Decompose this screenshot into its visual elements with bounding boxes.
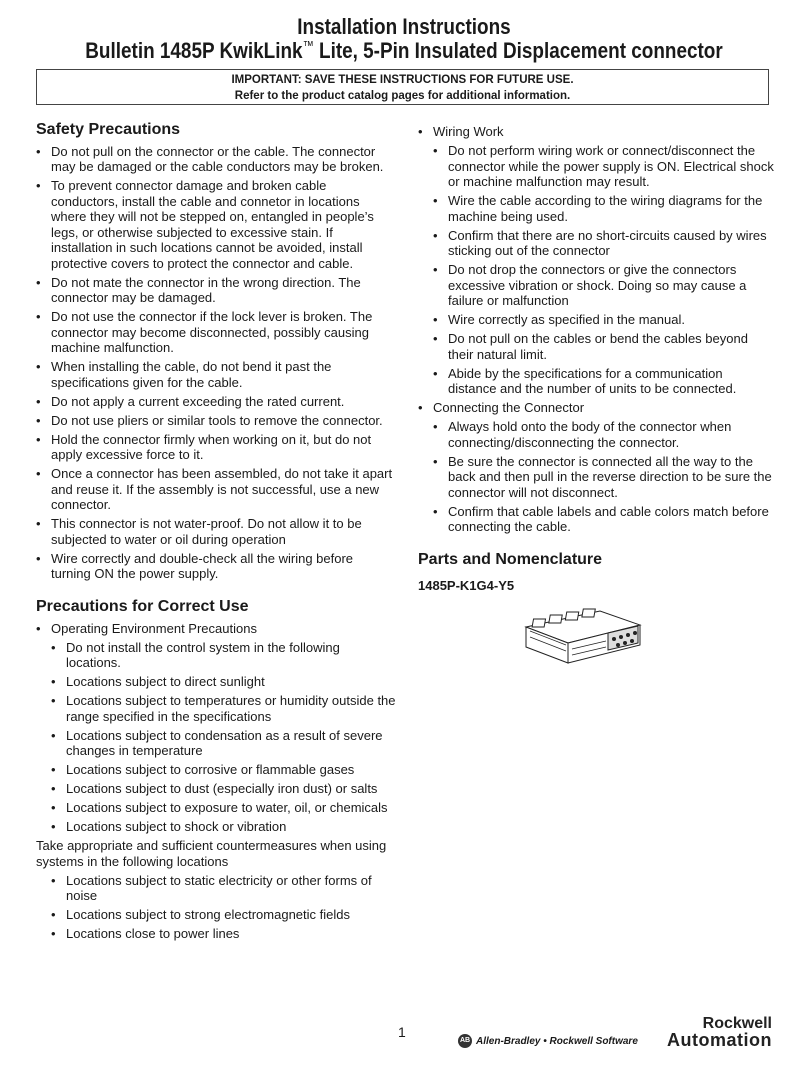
list-item: • Wire the cable according to the wiring diagrams for the machine being used.: [433, 193, 774, 224]
list-item: • Locations subject to corrosive or flammable gases: [51, 762, 396, 778]
part-number: 1485P-K1G4-Y5: [418, 577, 515, 593]
list-item: • Always hold onto the body of the connector when connecting/disconnecting the connector.: [433, 419, 774, 450]
safety-heading: Safety Precautions: [36, 121, 181, 138]
list-item: • Do not perform wiring work or connect/disconnect the connector while the power supply is ON. Electrical shock or machine malfunction may result.: [433, 143, 774, 190]
list-item: • Do not install the control system in the following locations.: [51, 640, 396, 671]
wiring-list: [418, 124, 774, 535]
trademark-symbol: ™: [302, 38, 314, 53]
countermeasures-list: [36, 873, 396, 942]
list-item: • Hold the connector firmly when working on it, but do not apply excessive force to it.: [36, 432, 396, 463]
list-item: • Abide by the specifications for a communication distance and the number of units to be connected.: [433, 366, 774, 397]
parts-heading: Parts and Nomenclature: [418, 551, 603, 568]
correct-use-heading: Precautions for Correct Use: [36, 598, 249, 615]
list-item: • Locations subject to exposure to water, oil, or chemicals: [51, 800, 396, 816]
notice-line-1: IMPORTANT: SAVE THESE INSTRUCTIONS FOR FUTURE USE.: [231, 74, 574, 86]
correct-use-list: [36, 621, 396, 835]
logo-line-1: Rockwell: [702, 1015, 772, 1032]
list-item: • Locations close to power lines: [51, 926, 396, 942]
list-item: • Locations subject to temperatures or humidity outside the range specified in the specifications: [51, 693, 396, 724]
right-column: [418, 124, 774, 605]
list-item: • Wire correctly as specified in the manual.: [433, 312, 774, 328]
connector-illustration: [520, 605, 646, 677]
list-item: • Confirm that there are no short-circuits caused by wires sticking out of the connector: [433, 228, 774, 259]
list-item: • Locations subject to dust (especially iron dust) or salts: [51, 781, 396, 797]
doc-subtitle: Bulletin 1485P KwikLink™ Lite, 5-Pin Insulated Displacement connector: [85, 38, 723, 63]
brand-line: [458, 1034, 638, 1048]
important-notice-box: [36, 69, 769, 105]
logo-line-2: Automation: [667, 1030, 772, 1050]
list-item: • Do not drop the connectors or give the connectors excessive vibration or shock. Doing so may cause a failure or malfunction: [433, 262, 774, 309]
list-item: • Locations subject to static electricity or other forms of noise: [51, 873, 396, 904]
list-item: • Wiring Work: [418, 124, 774, 140]
list-item: • Locations subject to condensation as a result of severe changes in temperature: [51, 728, 396, 759]
list-item: • Do not pull on the connector or the cable. The connector may be damaged or the cable conductors may be broken.: [36, 144, 396, 175]
list-item: • To prevent connector damage and broken cable conductors, install the cable and connetor in locations where they will not be stepped on, entangled in people’s legs, or otherwise subjected to excessive stain. If installation in such locations cannot be avoided, install protective covers to protect the connector and cable.: [36, 178, 396, 271]
list-item: • Wire correctly and double-check all the wiring before turning ON the power supply.: [36, 551, 396, 582]
list-item: • Confirm that cable labels and cable colors match before connecting the cable.: [433, 504, 774, 535]
notice-line-2: Refer to the product catalog pages for additional information.: [234, 90, 571, 102]
countermeasures-text: Take appropriate and sufficient countermeasures when using systems in the following locations: [36, 838, 387, 869]
brand-names: Allen-Bradley • Rockwell Software: [476, 1035, 638, 1047]
list-item: • This connector is not water-proof. Do not allow it to be subjected to water or oil during operation: [36, 516, 396, 547]
rockwell-automation-logo: [650, 1016, 772, 1048]
list-item: • Once a connector has been assembled, do not take it apart and reuse it. If the assembly is not successful, use a new connector.: [36, 466, 396, 513]
list-item: • Do not pull on the cables or bend the cables beyond their natural limit.: [433, 331, 774, 362]
list-item: • Locations subject to direct sunlight: [51, 674, 396, 690]
list-item: • Connecting the Connector: [418, 400, 774, 416]
doc-title: Installation Instructions: [297, 14, 511, 39]
list-item: • Locations subject to shock or vibration: [51, 819, 396, 835]
list-item: • Operating Environment Precautions: [36, 621, 396, 637]
list-item: • Do not apply a current exceeding the rated current.: [36, 394, 396, 410]
list-item: • Be sure the connector is connected all the way to the back and then pull in the reverse direction to be sure the connector will not disconnect.: [433, 454, 774, 501]
allen-bradley-logo-icon: AB: [458, 1034, 472, 1048]
left-column: [36, 122, 396, 945]
list-item: • Do not use the connector if the lock lever is broken. The connector may become disconnected, possibly causing machine malfunction.: [36, 309, 396, 356]
list-item: • When installing the cable, do not bend it past the specifications given for the cable.: [36, 359, 396, 390]
list-item: • Locations subject to strong electromagnetic fields: [51, 907, 396, 923]
list-item: • Do not mate the connector in the wrong direction. The connector may be damaged.: [36, 275, 396, 306]
list-item: • Do not use pliers or similar tools to remove the connector.: [36, 413, 396, 429]
safety-list: [36, 144, 396, 582]
page-number: 1: [398, 1024, 406, 1040]
